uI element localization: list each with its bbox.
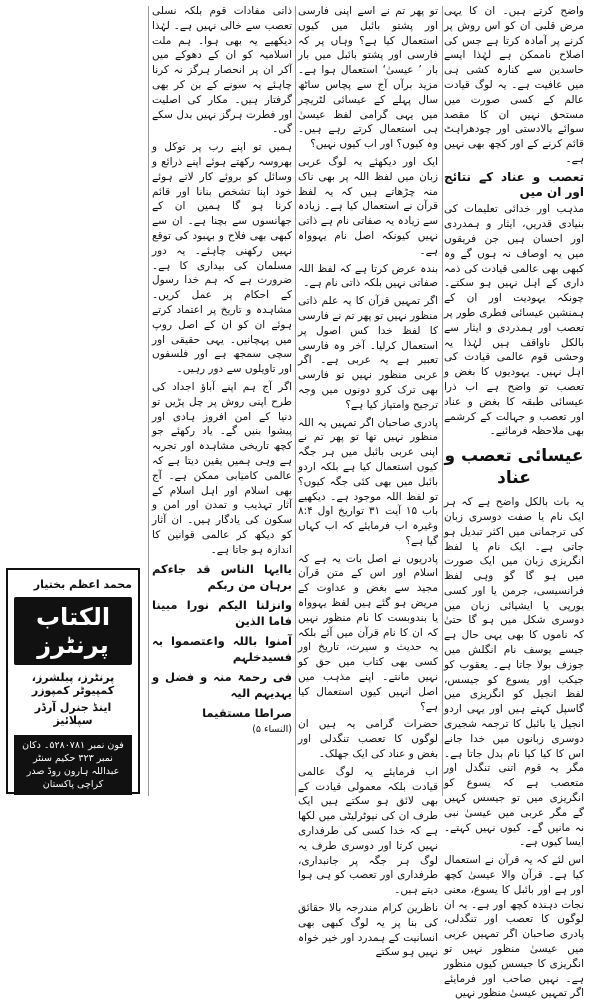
- paragraph: اگر آج ہم اپنے آباؤ اجداد کی طرح اپنی روش پر چل پڑیں تو دنیا کے امن افروز ہادی اور پیشوا بنیں گے۔ یاد رکھئے جو کچھ تاریخی مشاہدہ اور تجربہ ہے وہی ہمیں یقین دیتا ہے کہ عالمی کامیابی ممکن ہے۔ آج بھی اسلام اور اہل اسلام کے آثار تہذیب و تمدن اور امن و سکون کی یادگار ہیں۔ ان آثار کو دیکھ کر عالمی قوانین کا اندازہ ہو جاتا ہے۔: [152, 380, 292, 556]
- paragraph: ناظرین کرام مندرجہ بالا حقائق کی بنا پر یہ لوگ کبھی بھی انسانیت کے ہمدرد اور خیر خواہ نہیں ہو سکتے: [298, 902, 438, 959]
- printer-advertisement: [6, 568, 140, 794]
- column-divider: [295, 6, 296, 796]
- column-divider: [442, 6, 443, 796]
- paragraph: ایک اور دیکھئے یہ لوگ عربی زبان میں لفظ اللہ پر بھی ناک منہ چڑھاتے ہیں کہ یہ لفظ قرآن نے استعمال کیا ہے۔ زیادہ سے زیادہ یہ صفاتی نام ہے ذاتی نہیں کیونکہ اصل نام یہوواہ ہے۔: [298, 155, 438, 257]
- paragraph: واضح کرتے ہیں۔ ان کا یہی مرض قلبی ان کو اس روش پر کرنے پر آمادہ کرتا ہے جس کی اصلاح ناممکن ہے لہٰذا ایسے حاسدین سے کنارہ کشی ہی میں عافیت ہے۔ یہ لوگ قیادت عالم کے کسی صورت میں مستحق نہیں ان کا مقصد سوائے بالادستی اور چودھراہٹ قائم کرنے کے اور کچھ بھی نہیں ہے۔: [444, 5, 584, 165]
- ad-services: پرنٹرز، پبلشرز، کمپیوٹر کمپوزر: [31, 671, 115, 697]
- ad-business-name: الکتاب پرنٹرز: [14, 597, 132, 665]
- article-column-2: [298, 4, 438, 959]
- quran-verse-line: وانزلنا الیکم نورا مبینا فاما الذین: [152, 598, 292, 629]
- quran-verse-line: یاایہا الناس قد جاءکم برہان من ربکم: [152, 562, 292, 593]
- paragraph: پادری صاحبان اگر تمہیں یہ اللہ منظور نہیں تھا تو پھر تم نے اپنی عربی بائبل میں ہر جگہ کیوں استعمال کیا ہے بلکہ اردو بائبل میں بھی کئی جگہ کیوں؟ تو لفظ اللہ موجود ہے۔ دیکھیے باب ۱۵ آیت ۳۱ تواریخ اول ۸:۴ وغیرہ اب فرمایئے کہ اب کہاں گیا ہے؟: [298, 416, 438, 547]
- paragraph: اب فرمایئے یہ لوگ عالمی قیادت بلکہ معمولی قیادت کے بھی لائق ہو سکتے ہیں ایک طرف ان کی نیوٹرلیٹی میں لکھا ہے کہ خدا کسی کی طرفداری نہیں کرتا اور دوسری طرف یہ لوگ ہر جگہ پر جانبداری، طرفداری اور تعصب کو ہی ہوا دیتے ہیں۔: [298, 765, 438, 897]
- quran-verse-line: فی رحمۃ منہ و فضل و یہدیہم الیہ: [152, 670, 292, 701]
- article-column-3: [152, 4, 292, 798]
- quran-verse-line: صراطا مستقیما: [202, 706, 292, 721]
- section-subheading: عیسائی تعصب و عناد: [444, 446, 584, 489]
- quran-verse-line: آمنوا باللہ واعتصموا بہ فسیدخلہم: [152, 634, 292, 665]
- paragraph: تو پھر تم نے اسے اپنی فارسی اور پشتو بائبل میں کیوں استعمال کیا ہے؟ وہاں پر کہ فارسی اور پشتو بائبل میں بار بار ’ عیسیٰ‘ استعمال ہوا ہے۔ مزید برآں آج سے پچاس ساٹھ سال پہلے کے عیسائی لٹریچر میں یہی گرامی لفظ عیسیٰ ہی استعمال کرتے رہے ہیں۔ وہ کیوں؟ اور اب کیوں نہیں؟: [298, 5, 438, 151]
- paragraph: اگر تمہیں قرآن کا یہ علم ذاتی منظور نہیں تو پھر تم نے فارسی کا لفظ خدا کس اصول پر استعمال کرلیا۔ آخر وہ فارسی تعبیر ہے یہ عربی ہے۔ اگر عربی منظور نہیں تو فارسی بھی ترک کرو دونوں میں وجہ ترجیح وامتیاز کیا ہے؟: [298, 295, 438, 411]
- ad-credit: محمد اعظم بختیار: [33, 578, 132, 591]
- ad-contact: [14, 735, 132, 795]
- paragraph: بندہ عرض کرتا ہے کہ لفظ اللہ صفاتی نہیں بلکہ ذاتی نام ہے۔: [298, 262, 438, 290]
- paragraph: یہ بات بالکل واضح ہے کہ ہر ایک نام یا صفت دوسری زبان کی ترجمانی میں اکثر تبدیل ہو جاتی ہے۔ ایک نام یا لفظ انگریزی زبان میں ایک صورت میں ہو گا گو وہی لفظ فرانسیسی، جرمن یا اور کسی یورپی یا ایشیائی زبان میں دوسری شکل میں ہو گا حتیٰ کہ ناموں کا بھی یہی حال ہے جیسے یوسف نام انگلش میں جوزف بولا جاتا ہے۔ یعقوب کو جیکب اور یسوع کو جیسس، لفظ انجیل کو انگریزی میں گاسپل کہتے ہیں اور یہی اردو انجیل یا بائبل کا ترجمہ شجیری دوسری زبانوں میں خدا جانے اس کا کیا کیا نام بدل جاتا ہے۔ مگر یہ قوم اتنی تنگدل اور متعصب ہے کہ یسوع کو انگریزی میں تو جیسس کہیں گے مگر عربی میں عیسیٰ نبی نہ مانیں گے۔ کیوں نہیں کہتے۔ ایسا کیوں ہے۔: [444, 496, 584, 849]
- ad-services: اینڈ جنرل آرڈر سپلائیز: [34, 701, 112, 727]
- paragraph: مذہب اور خدائی تعلیمات کی بنیادی قدریں، ایثار و ہمدردی اور احسان ہیں جن فریقوں میں یہ اوصاف نہ ہوں گے وہ کبھی بھی عالمی قیادت کی ذمہ داری کے اہل نہیں ہو سکتے۔ چونکہ یہودیت اور ان کے ہمنشین عیسائی فطری طور پر تعصب اور ہمدردی و ایثار سے بالکل ناواقف ہیں لہٰذا یہ وحشی قوم عالمی قیادت کی اہل نہیں۔ یہودیوں کا بغض و تعصب تو واضح ہے اب ذرا عیسائی طبقہ کا بغض و عناد اور تعصب و جہالت کے کرشمے بھی ملاحظہ فرمائیے۔: [444, 203, 584, 438]
- article-column-1: [444, 4, 584, 1000]
- paragraph: حضرات گرامی یہ ہیں ان لوگوں کا تعصب تنگدلی اور بغض و عناد کی ایک جھلک۔: [298, 718, 438, 761]
- ad-phone: فون نمبر ۵۲۸۰۷۸۱۔ دکان نمبر ۳۲۳ حکیم سنٹر: [22, 740, 124, 764]
- paragraph: ذاتی مفادات قوم بلکہ نسلی تعصب سے خالی نہیں ہے۔ لہٰذا دیکھیے یہ بھی ہوا۔ ہم ملت اسلامیہ کو ان کے دھوکے میں آکر ان پر انحصار ہرگز نہ کرنا چاہئے یہ سونے کے بن کر بھی گرفتار ہیں۔ مکار کی اصلیت اور فطرت ہرگز نہیں بدل سکے گی۔: [152, 5, 292, 136]
- section-heading-inline: تعصب و عناد کے نتائج اور ان میں: [444, 169, 584, 199]
- ad-address: عبداللہ ہارون روڈ صدر کراچی پاکستان: [26, 766, 120, 790]
- column-divider: [148, 6, 149, 796]
- paragraph: پادریوں نے اصل بات یہ ہے کہ اسلام اور اس کے متن قرآن مجید سے بغض و عداوت کے مریض ہو گئے ہیں لفظ یہوواہ یا بندوبست کا نام منظور نہیں کہ ان کا نام قرآن میں آئے بلکہ یہ حدیث و سیرت، تاریخ اور کسی بھی کتاب میں حق کو نہیں مانتے۔ اپنے مذہب میں اصل انہیں کیوں استعمال کیا ہے؟: [298, 552, 438, 713]
- verse-citation: (النساء ۵): [252, 724, 292, 736]
- paragraph: ہمیں تو اپنے رب پر توکل و بھروسہ رکھتے ہوئے اپنے ذرائع و وسائل کو بروئے کار لاتے ہوئے خود اپنا تشخص بنانا اور قائم کرنا ہو گا ہمیں ان کے جھانسوں سے بچنا ہے۔ ان سے کبھی بھی فلاح و بہبود کی توقع نہیں رکھنی چاہئے۔ یہ دور مسلمان کی بیداری کا ہے۔ ضرورت ہے کہ ہم خدا رسول کے احکام پر عمل کریں۔ مشاہدہ و تاریخ پر اعتماد کرتے ہوئے ان کو ان کے اصل روپ میں پہچانیں۔ یہی حقیقی اور سچی سمجھ ہے اور فلسفوں اور تاویلوں سے دور رہیں۔: [152, 141, 292, 376]
- paragraph: اس لئے کہ یہ قرآن نے استعمال کیا ہے۔ قرآن والا عیسیٰ کچھ اور ہے اور بائبل کا یسوع، معنی نجات دہندہ کچھ اور ہے۔ یہ ان لوگوں کا تعصب اور تنگدلی، پادری صاحبان اگر تمہیں عربی میں عیسیٰ منظور نہیں تو انگریزی کا جیسس کیوں منظور ہے۔ نہیں صاحب اور فرمایئے اگر تمہیں عیسیٰ منظور نہیں: [444, 854, 584, 1000]
